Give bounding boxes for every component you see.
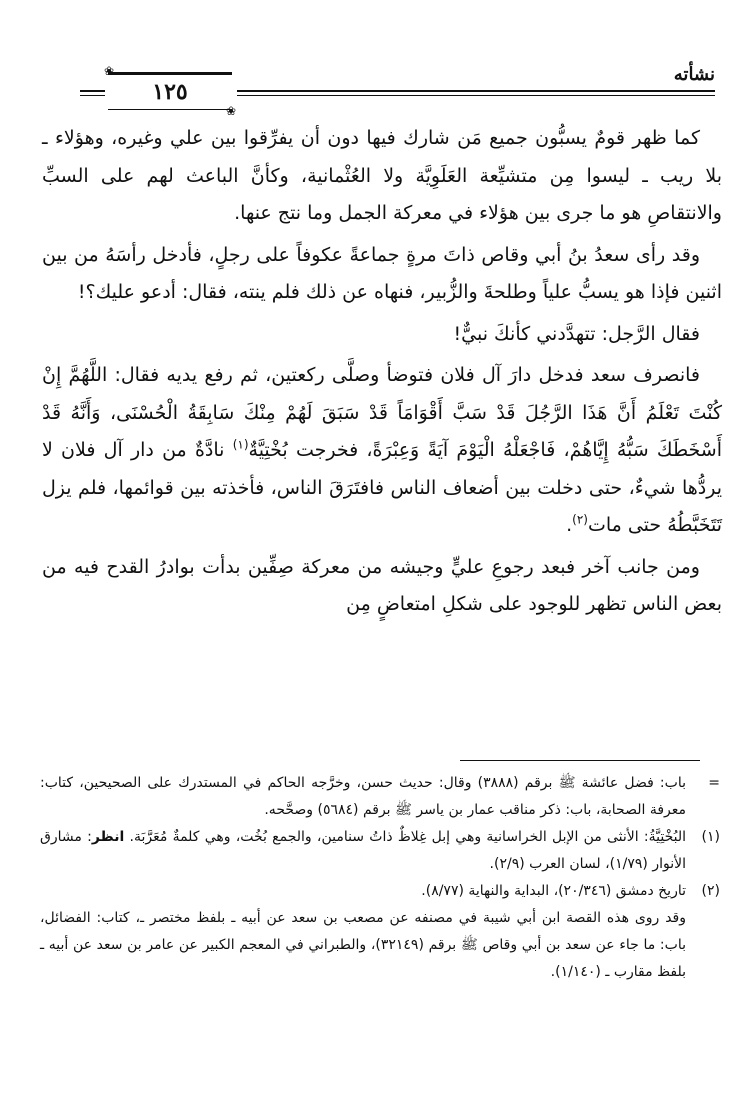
footnote-mark: (١) bbox=[701, 829, 720, 845]
footnote-separator bbox=[460, 760, 700, 761]
footnote-text: : مشارق الأنوار (١/٧٩)، لسان العرب (٢/٩). bbox=[40, 829, 686, 872]
footnote-ref[interactable]: (١) bbox=[232, 437, 249, 452]
header-rule bbox=[237, 95, 715, 96]
paragraph: كما ظهر قومٌ يسبُّون جميع مَن شارك فيها دون أن يفرِّقوا بين علي وغيره، وهؤلاء ـ بلا ريب ـ ليسوا مِن متشيِّعة العَلَوِيَّة ولا العُثْمانية، وكأنَّ الباعث لهم على السبِّ والانتقاصِ هو ما جرى بين هؤلاء في معركة الجمل وما نتج عنها. bbox=[42, 127, 722, 224]
header-rule bbox=[80, 95, 105, 96]
paragraph-text: فانصرف سعد فدخل دارَ آل فلان فتوضأ وصلَّى ركعتين، ثم رفع يديه فقال: اللَّهُمَّ إِنْ كُنْتَ تَعْلَمُ أَنَّ هَذَا الرَّجُلَ قَدْ سَبَّ أَقْوَامَاً قَدْ سَبَقَ لَهُمْ مِنْكَ سَابِقَةُ الْحُسْنَى، وَأَنَّهُ قَدْ أَسْخَطَكَ سَبُّهُ إِيَّاهُمْ، فَاجْعَلْهُ الْيَوْمَ آيَةً وَعِبْرَةً، فخرجت بُخْتِيَّةٌ bbox=[42, 364, 722, 461]
paragraph-text: . bbox=[566, 514, 573, 536]
paragraph bbox=[42, 357, 722, 545]
footnotes bbox=[40, 770, 720, 986]
footnote-text: البُخْتِيَّةُ: الأنثى من الإبل الخراسانية وهي إبل غِلاظٌ ذاتُ سنامين، والجمع بُخُت، وهي كلمةٌ مُعَرَّبَة. bbox=[129, 829, 687, 845]
footnote-2 bbox=[40, 878, 720, 905]
header-rule bbox=[237, 90, 715, 92]
page-number-frame bbox=[104, 64, 236, 118]
paragraph: ومن جانب آخر فبعد رجوعِ عليٍّ وجيشه من معركة صِفِّين بدأت بوادرُ القدح فيه من بعض الناس تظهر للوجود على شكلِ امتعاضٍ مِن bbox=[42, 555, 722, 615]
paragraph: وقد رأى سعدُ بنُ أبي وقاص ذاتَ مرةٍ جماعةً عكوفاً على رجلٍ، فأدخل رأسَهُ من بين اثنين فإذا هو يسبُّ علياً وطلحةَ والزُّبير، فنهاه عن ذلك فلم ينته، فقال: أدعو عليك؟! bbox=[42, 243, 722, 303]
header-rule bbox=[80, 90, 105, 92]
footnote-text: تاريخ دمشق (٢٠/٣٤٦)، البداية والنهاية (٨/٧٧). bbox=[421, 883, 686, 899]
footnote-text: وقد روى هذه القصة ابن أبي شيبة في مصنفه عن مصعب بن سعد عن أبيه ـ بلفظ مختصر ـ، كتاب: الفضائل، باب: ما جاء عن سعد بن أبي وقاص ﷺ برقم (٣٢١٤٩)، والطبراني في المعجم الكبير عن عامر بن سعد عن أبيه ـ بلفظ مقارب ـ (١/١٤٠). bbox=[40, 910, 686, 980]
floral-ornament-icon: ❀ bbox=[225, 104, 236, 118]
paragraph-text: نادَّةٌ من دار آل فلان لا يردُّها شيءٌ، حتى دخلت بين أضعاف الناس فافتَرَقَ الناس، فأخذته بين قوائمها، فلم يزل تَتَخَبَّطُهُ حتى مات bbox=[42, 439, 722, 536]
page-number: ١٢٥ bbox=[152, 79, 188, 105]
running-title: نشأته bbox=[673, 64, 715, 85]
main-text bbox=[42, 120, 722, 628]
footnote-continuation bbox=[40, 770, 720, 824]
footnote-ref[interactable]: (٢) bbox=[572, 512, 588, 527]
footnote-see-label: انظر bbox=[91, 829, 125, 845]
footnote-text: باب: فضل عائشة ﷺ برقم (٣٨٨٨) وقال: حديث حسن، وخرَّجه الحاكم في المستدرك على الصحيحين، كتاب: معرفة الصحابة، باب: ذكر مناقب عمار بن ياسر ﷺ برقم (٥٦٨٤) وصحَّحه. bbox=[40, 775, 686, 818]
paragraph: فقال الرَّجل: تتهدَّدني كأنكَ نبيٌّ! bbox=[453, 322, 700, 345]
page-header bbox=[80, 58, 715, 118]
footnote-1 bbox=[40, 824, 720, 878]
footnote-mark: (٢) bbox=[701, 883, 720, 899]
floral-ornament-icon: ❀ bbox=[104, 64, 115, 78]
footnote-2-continuation bbox=[40, 905, 720, 986]
footnote-mark: = bbox=[708, 775, 720, 791]
